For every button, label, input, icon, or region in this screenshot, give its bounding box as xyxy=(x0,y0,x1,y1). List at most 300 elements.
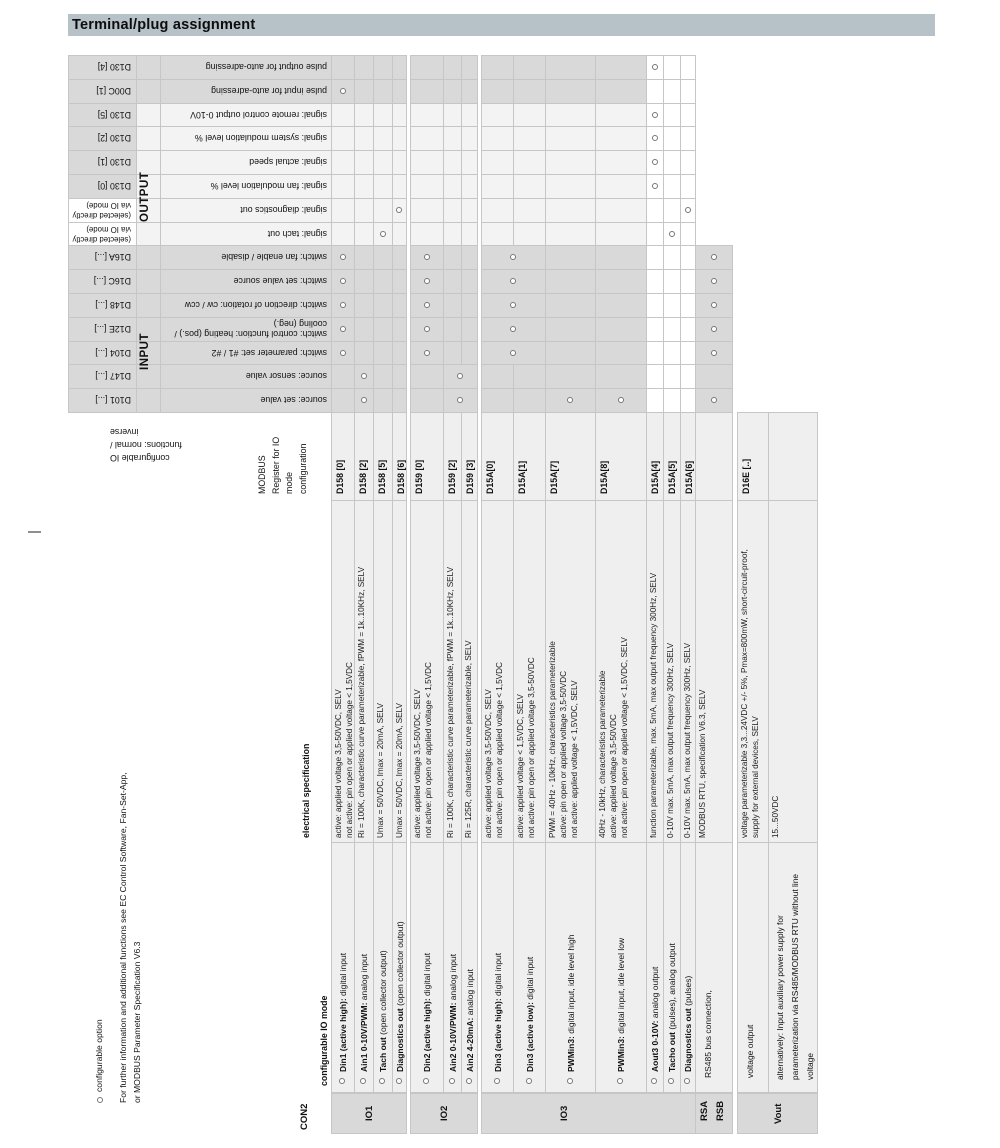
function-grid-cell xyxy=(331,364,355,389)
function-grid-cell xyxy=(545,150,596,175)
pin-group-label: RSA xyxy=(699,1101,710,1122)
function-grid-cell xyxy=(545,245,596,270)
spec-text: Ri = 100K, characteristic curve parameterizable, fPWM = 1k..10KHz, SELV xyxy=(357,566,366,838)
io-mode-label: Ain1 0-10V/PWM: analog input xyxy=(359,953,369,1072)
function-grid-cell xyxy=(663,150,681,175)
spec-text: active: applied voltage 3,5-50VDC, SELV not active: pin open or applied voltage < 1,5VDC xyxy=(334,662,354,838)
function-grid-cell xyxy=(595,150,647,175)
function-grid-cell xyxy=(354,293,374,318)
function-desc-label: source: set value xyxy=(260,395,327,406)
function-grid-cell xyxy=(410,198,444,223)
function-grid-cell xyxy=(663,341,681,366)
con2-header: CON2 xyxy=(299,1103,310,1130)
config-circle-icon xyxy=(711,302,717,308)
function-grid-cell xyxy=(680,222,696,247)
function-grid-cell xyxy=(513,198,546,223)
group-column-cell xyxy=(136,103,161,128)
modbus-register-label: D15A[8] xyxy=(599,460,609,494)
function-grid-cell xyxy=(373,245,393,270)
function-grid-cell xyxy=(354,103,374,128)
function-register-label: D148 [...] xyxy=(95,299,131,310)
function-grid-cell xyxy=(443,174,462,199)
function-desc-label: signal: actual speed xyxy=(249,157,327,168)
config-circle-icon xyxy=(684,1078,690,1084)
function-grid-cell xyxy=(461,174,478,199)
function-grid-cell xyxy=(680,317,696,342)
function-desc-label: pulse output for auto-adressing xyxy=(205,61,327,72)
function-grid-cell xyxy=(481,198,514,223)
function-grid-cell xyxy=(331,55,355,80)
io-mode-label: Aout3 0-10V: analog output xyxy=(650,966,660,1072)
config-circle-icon xyxy=(668,1078,674,1084)
function-grid-cell xyxy=(595,126,647,151)
function-grid-cell xyxy=(331,198,355,223)
function-grid-cell xyxy=(646,317,664,342)
function-grid-cell xyxy=(461,126,478,151)
io-mode-label: voltage output xyxy=(745,1024,755,1078)
function-grid-cell xyxy=(443,245,462,270)
group-column-cell xyxy=(136,245,161,270)
function-grid-cell xyxy=(443,79,462,104)
function-grid-cell xyxy=(331,103,355,128)
io-mode-label: Tach out (open collector output) xyxy=(378,950,388,1072)
spec-cell xyxy=(768,500,818,843)
function-grid-cell xyxy=(331,174,355,199)
io-mode-label: PWMin3: digital input, idle level low xyxy=(616,937,626,1072)
io-mode-label: Tacho out (pulses), analog output xyxy=(667,943,677,1072)
function-grid-cell xyxy=(373,55,393,80)
config-circle-icon xyxy=(685,207,691,213)
spec-text: MODBUS RTU, specification V6.3, SELV xyxy=(698,689,707,838)
function-grid-cell xyxy=(410,150,444,175)
config-circle-icon xyxy=(361,397,367,403)
function-grid-cell xyxy=(513,150,546,175)
config-circle-icon xyxy=(424,278,430,284)
function-grid-cell xyxy=(545,293,596,318)
config-circle-icon xyxy=(340,326,346,332)
function-grid-cell xyxy=(680,55,696,80)
function-grid-cell xyxy=(595,103,647,128)
function-grid-cell xyxy=(461,341,478,366)
electrical-spec-header: electrical specification xyxy=(301,743,311,838)
function-grid-cell xyxy=(595,245,647,270)
function-grid-cell xyxy=(646,245,664,270)
pin-group-label: IO1 xyxy=(364,1106,375,1122)
modbus-register-label: D15A[5] xyxy=(667,460,677,494)
spec-text: 0-10V max. 5mA, max output frequency 300Hz, SELV xyxy=(683,642,692,838)
config-circle-icon xyxy=(423,1078,429,1084)
function-desc-label: switch: set value source xyxy=(233,276,327,287)
pin-group-label: Vout xyxy=(772,1103,784,1125)
function-grid-cell xyxy=(443,341,462,366)
config-circle-icon xyxy=(652,183,658,189)
config-circle-icon xyxy=(510,302,516,308)
function-grid-cell xyxy=(646,222,664,247)
config-circle-icon xyxy=(396,1078,402,1084)
io-mode-label: Din3 (active high): digital input xyxy=(492,952,503,1072)
config-circle-icon xyxy=(361,373,367,379)
config-circle-icon xyxy=(379,1078,385,1084)
function-register-label: D16C [...] xyxy=(93,276,131,287)
function-register-label: D147 [...] xyxy=(95,371,131,382)
function-grid-cell xyxy=(680,269,696,294)
function-grid-cell xyxy=(595,79,647,104)
function-grid-cell xyxy=(646,364,664,389)
config-circle-icon xyxy=(340,88,346,94)
function-grid-cell xyxy=(331,150,355,175)
function-grid-cell xyxy=(545,198,596,223)
function-grid-cell xyxy=(392,79,407,104)
spec-text: Ri = 100K, characteristic curve parameterizable, fPWM = 1k..10KHz, SELV xyxy=(446,566,455,838)
function-desc-label: signal: system modulation level % xyxy=(194,133,327,144)
spec-text: 15...50VDC xyxy=(771,795,780,838)
function-grid-cell xyxy=(663,198,681,223)
function-grid-cell xyxy=(331,126,355,151)
function-grid-cell xyxy=(354,317,374,342)
function-grid-cell xyxy=(354,222,374,247)
function-grid-cell xyxy=(410,126,444,151)
modbus-register-cell xyxy=(695,412,733,501)
function-grid-cell xyxy=(443,269,462,294)
function-grid-cell xyxy=(663,293,681,318)
function-grid-cell xyxy=(663,317,681,342)
io-mode-label: Din3 (active low): digital input xyxy=(524,956,535,1072)
function-grid-cell xyxy=(373,174,393,199)
config-circle-icon xyxy=(652,135,658,141)
function-grid-cell xyxy=(680,364,696,389)
function-desc-label: signal: fan modulation level % xyxy=(210,180,327,191)
group-column-cell xyxy=(136,222,161,247)
io-mode-header: configurable IO mode xyxy=(319,995,329,1086)
config-circle-icon xyxy=(339,1078,345,1084)
function-grid-cell xyxy=(392,293,407,318)
function-grid-cell xyxy=(663,55,681,80)
function-grid-cell xyxy=(392,174,407,199)
function-register-label: D12E [...] xyxy=(94,323,131,334)
config-circle-icon xyxy=(380,231,386,237)
function-register-label: D101 [...] xyxy=(95,395,131,406)
function-grid-cell xyxy=(461,198,478,223)
function-grid-cell xyxy=(646,269,664,294)
function-grid-cell xyxy=(373,150,393,175)
function-desc-label: switch: fan enable / disable xyxy=(221,252,327,263)
modbus-register-label: D159 [2] xyxy=(447,459,457,494)
spec-text: Umax = 50VDC, Imax = 20mA, SELV xyxy=(376,703,385,838)
modbus-register-label: D15A[1] xyxy=(517,460,527,494)
function-grid-cell xyxy=(461,317,478,342)
config-circle-icon xyxy=(424,350,430,356)
spec-text: active: applied voltage 3,5-50VDC, SELV not active: pin open or applied voltage < 1,5VDC xyxy=(484,662,504,838)
function-grid-cell xyxy=(695,364,733,389)
function-grid-cell xyxy=(392,126,407,151)
function-grid-cell xyxy=(461,269,478,294)
function-desc-label: source: sensor value xyxy=(245,371,327,382)
function-grid-cell xyxy=(595,317,647,342)
config-circle-icon xyxy=(711,350,717,356)
function-desc-label: signal: remote control output 0-10V xyxy=(190,109,327,120)
function-grid-cell xyxy=(443,317,462,342)
function-desc-label: pulse input for auto-adressing xyxy=(211,85,327,96)
function-grid-cell xyxy=(443,293,462,318)
config-circle-icon xyxy=(526,1078,532,1084)
function-register-label: D130 [5] xyxy=(97,109,131,120)
function-register-label: D104 [...] xyxy=(95,347,131,358)
function-grid-cell xyxy=(410,79,444,104)
function-grid-cell xyxy=(663,126,681,151)
function-grid-cell xyxy=(461,79,478,104)
modbus-register-label: D158 [6] xyxy=(396,459,406,494)
function-grid-cell xyxy=(646,293,664,318)
function-grid-cell xyxy=(354,269,374,294)
function-grid-cell xyxy=(646,341,664,366)
function-register-label: D00C [1] xyxy=(96,85,131,96)
group-column-cell xyxy=(136,55,161,80)
function-grid-cell xyxy=(443,55,462,80)
function-grid-cell xyxy=(680,150,696,175)
function-grid-cell xyxy=(373,293,393,318)
function-grid-cell xyxy=(373,79,393,104)
function-register-label: D16A [...] xyxy=(94,252,131,263)
function-register-label: (selected directly via IO mode) xyxy=(72,224,131,244)
function-grid-cell xyxy=(481,364,514,389)
function-grid-cell xyxy=(392,150,407,175)
function-grid-cell xyxy=(373,388,393,413)
function-grid-cell xyxy=(595,222,647,247)
function-grid-cell xyxy=(410,388,444,413)
config-circle-icon xyxy=(340,254,346,260)
function-grid-cell xyxy=(663,269,681,294)
spec-text: active: applied voltage < 1,5VDC, SELV not active: pin open or applied voltage 3,5-50VDC xyxy=(516,657,536,838)
modbus-register-label: D16E [..] xyxy=(741,458,751,494)
modbus-register-label: D15A[6] xyxy=(684,460,694,494)
config-circle-icon xyxy=(340,302,346,308)
function-grid-cell xyxy=(481,150,514,175)
function-grid-cell xyxy=(545,79,596,104)
function-grid-cell xyxy=(373,103,393,128)
function-grid-cell xyxy=(481,222,514,247)
modbus-register-label: D15A[7] xyxy=(549,460,559,494)
function-grid-cell xyxy=(392,364,407,389)
function-register-label: D130 [2] xyxy=(97,133,131,144)
function-grid-cell xyxy=(373,364,393,389)
function-grid-cell xyxy=(595,55,647,80)
modbus-register-label: D15A[0] xyxy=(485,460,495,494)
config-circle-icon xyxy=(494,1078,500,1084)
function-grid-cell xyxy=(373,269,393,294)
io-mode-label: Ain2 4-20mA: analog input xyxy=(464,968,475,1072)
config-circle-icon xyxy=(711,397,717,403)
function-grid-cell xyxy=(461,103,478,128)
modbus-register-label: D158 [5] xyxy=(377,459,387,494)
config-circle-icon xyxy=(652,112,658,118)
function-grid-cell xyxy=(373,317,393,342)
function-desc-label: signal: tach out xyxy=(267,228,327,239)
function-grid-cell xyxy=(410,55,444,80)
function-grid-cell xyxy=(595,174,647,199)
function-grid-cell xyxy=(513,103,546,128)
function-grid-cell xyxy=(443,103,462,128)
function-grid-cell xyxy=(545,269,596,294)
function-desc-label: switch: direction of rotation: cw / ccw xyxy=(184,299,327,310)
spec-text: Umax = 50VDC, Imax = 20mA, SELV xyxy=(395,703,404,838)
function-grid-cell xyxy=(481,79,514,104)
function-grid-cell xyxy=(680,126,696,151)
note-configurable-option: configurable option xyxy=(94,1019,105,1103)
page-title: Terminal/plug assignment xyxy=(72,17,256,33)
config-circle-icon xyxy=(510,326,516,332)
function-grid-cell xyxy=(663,364,681,389)
spec-text: PWM = 40Hz - 10kHz, characteristics parameterizable active: pin open or applied voltage 3,5-50VDC not active: applied voltage < 1,5VDC, SELV xyxy=(548,641,579,838)
config-circle-icon xyxy=(449,1078,455,1084)
pin-group-label: IO3 xyxy=(558,1106,570,1122)
function-grid-cell xyxy=(646,388,664,413)
config-circle-icon xyxy=(360,1078,366,1084)
function-grid-cell xyxy=(481,55,514,80)
function-grid-cell xyxy=(443,222,462,247)
function-grid-cell xyxy=(545,222,596,247)
function-grid-cell xyxy=(410,174,444,199)
config-circle-icon xyxy=(711,254,717,260)
config-circle-icon xyxy=(669,231,675,237)
note-further-info: For further information and additional functions see EC Control Software, Fan-Set-App, or MODBUS Parameter Specification V6.3 xyxy=(118,772,142,1103)
function-grid-cell xyxy=(410,222,444,247)
function-grid-cell xyxy=(545,341,596,366)
function-grid-cell xyxy=(680,174,696,199)
function-grid-cell xyxy=(481,388,514,413)
output-group-label: OUTPUT xyxy=(139,171,151,222)
modbus-register-cell xyxy=(768,412,818,501)
function-grid-cell xyxy=(680,103,696,128)
function-grid-cell xyxy=(545,364,596,389)
function-grid-cell xyxy=(545,174,596,199)
config-circle-icon xyxy=(651,1078,657,1084)
function-grid-cell xyxy=(663,245,681,270)
config-circle-icon xyxy=(396,207,402,213)
function-grid-cell xyxy=(663,388,681,413)
config-circle-icon xyxy=(652,64,658,70)
function-grid-cell xyxy=(410,364,444,389)
function-grid-cell xyxy=(513,126,546,151)
function-grid-cell xyxy=(513,55,546,80)
group-column-cell xyxy=(136,79,161,104)
function-grid-cell xyxy=(595,364,647,389)
io-mode-label: alternatively: Input auxiliary power supply for parameterization via RS485/MODBUS RTU without line voltage xyxy=(775,873,815,1080)
modbus-header: MODBUS Register for IO mode configuration xyxy=(257,436,308,494)
function-grid-cell xyxy=(392,103,407,128)
spec-text: 40Hz - 10kHz, characteristics parameterizable active: applied voltage 3,5-50VDC not active: pin open or applied voltage < 1,5VDC, SELV xyxy=(598,637,629,838)
config-circle-icon xyxy=(711,278,717,284)
spec-text: function parameterizable, max. 5mA, max output frequency 300Hz, SELV xyxy=(649,572,658,838)
option-circle-icon xyxy=(97,1097,103,1103)
config-circle-icon xyxy=(340,278,346,284)
config-circle-icon xyxy=(466,1078,472,1084)
function-grid-cell xyxy=(513,174,546,199)
function-grid-cell xyxy=(354,55,374,80)
io-mode-label: Ain2 0-10V/PWM: analog input xyxy=(447,953,458,1072)
function-grid-cell xyxy=(373,126,393,151)
section-title-bar xyxy=(68,14,935,36)
function-grid-cell xyxy=(354,245,374,270)
function-desc-label: signal: diagnostics out xyxy=(240,204,327,215)
function-grid-cell xyxy=(595,293,647,318)
function-grid-cell xyxy=(354,150,374,175)
function-grid-cell xyxy=(680,79,696,104)
group-column-cell xyxy=(136,269,161,294)
config-circle-icon xyxy=(340,350,346,356)
function-grid-cell xyxy=(513,388,546,413)
pin-group-label: IO2 xyxy=(439,1106,450,1122)
function-grid-cell xyxy=(443,126,462,151)
function-grid-cell xyxy=(545,317,596,342)
function-grid-cell xyxy=(680,388,696,413)
function-grid-cell xyxy=(663,174,681,199)
function-grid-cell xyxy=(595,198,647,223)
io-mode-cell xyxy=(695,842,733,1093)
spec-text: Ri = 125R, characteristic curve parameterizable, SELV xyxy=(464,640,473,838)
function-grid-cell xyxy=(461,55,478,80)
config-circle-icon xyxy=(567,1078,573,1084)
config-circle-icon xyxy=(711,326,717,332)
function-grid-cell xyxy=(354,341,374,366)
function-grid-cell xyxy=(680,245,696,270)
input-group-label: INPUT xyxy=(139,333,151,370)
function-grid-cell xyxy=(392,222,407,247)
function-grid-cell xyxy=(331,222,355,247)
function-register-label: D130 [1] xyxy=(97,157,131,168)
config-circle-icon xyxy=(424,254,430,260)
function-grid-cell xyxy=(646,79,664,104)
modbus-register-label: D158 [2] xyxy=(358,459,368,494)
io-functions-note: configurable IO functions: normal / inverse xyxy=(110,427,182,464)
config-circle-icon xyxy=(510,350,516,356)
modbus-register-label: D15A[4] xyxy=(650,460,660,494)
function-grid-cell xyxy=(481,126,514,151)
io-mode-label: Diagnostics out (pulses) xyxy=(683,975,693,1072)
config-circle-icon xyxy=(424,326,430,332)
function-grid-cell xyxy=(481,174,514,199)
function-grid-cell xyxy=(513,364,546,389)
function-grid-cell xyxy=(461,245,478,270)
function-grid-cell xyxy=(331,388,355,413)
function-grid-cell xyxy=(354,174,374,199)
function-grid-cell xyxy=(513,79,546,104)
group-column-cell xyxy=(136,388,161,413)
function-grid-cell xyxy=(392,245,407,270)
function-grid-cell xyxy=(443,150,462,175)
config-circle-icon xyxy=(424,302,430,308)
io-mode-label: Din2 (active high): digital input xyxy=(422,952,432,1072)
function-grid-cell xyxy=(461,150,478,175)
modbus-register-label: D159 [0] xyxy=(414,459,424,494)
function-desc-label: switch: control function: heating (pos.) / cooling (neg.) xyxy=(174,318,327,339)
function-grid-cell xyxy=(410,103,444,128)
group-column-cell xyxy=(136,126,161,151)
function-grid-cell xyxy=(354,126,374,151)
function-grid-cell xyxy=(354,79,374,104)
function-register-label: (selected directly via IO mode) xyxy=(72,200,131,220)
io-mode-label: Din1 (active high): digital input xyxy=(338,952,348,1072)
function-grid-cell xyxy=(545,55,596,80)
function-grid-cell xyxy=(595,341,647,366)
io-mode-label: PWMin3: digital input, idle level high xyxy=(565,934,576,1072)
group-column-cell xyxy=(136,293,161,318)
io-mode-label: Diagnostics out (open collector output) xyxy=(394,921,405,1072)
function-grid-cell xyxy=(443,198,462,223)
config-circle-icon xyxy=(617,1078,623,1084)
modbus-register-label: D159 [3] xyxy=(465,459,475,494)
function-grid-cell xyxy=(545,103,596,128)
function-grid-cell xyxy=(663,103,681,128)
